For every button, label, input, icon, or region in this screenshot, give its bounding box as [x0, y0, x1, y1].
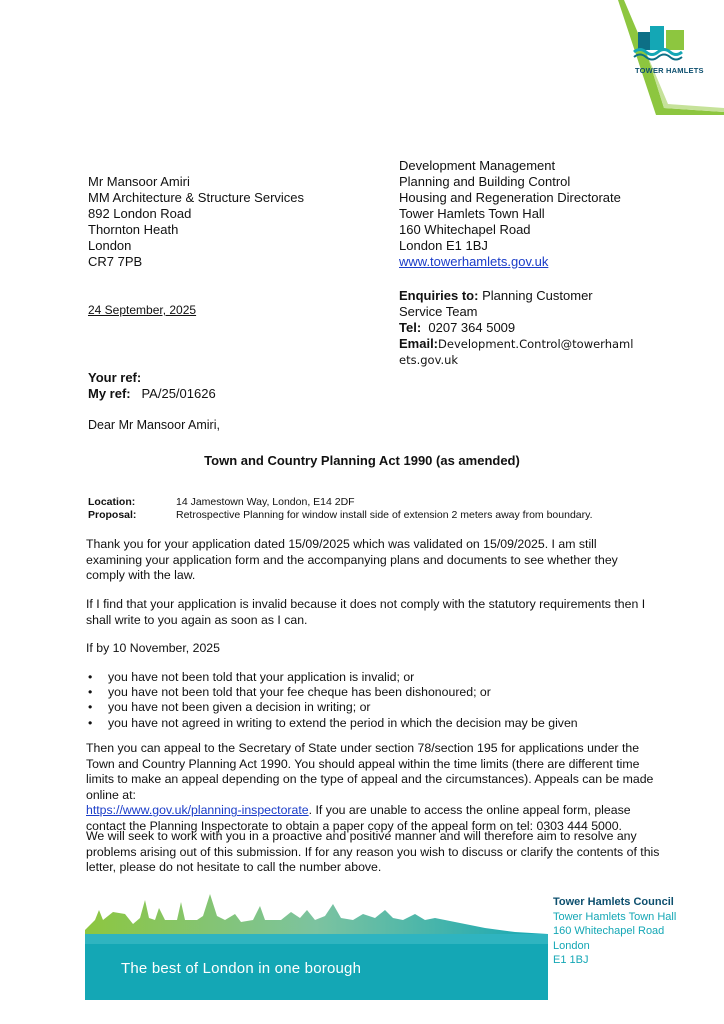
letter-date: 24 September, 2025: [88, 303, 197, 317]
recipient-address: [88, 174, 348, 270]
recipient-line: MM Architecture & Structure Services: [88, 190, 305, 205]
paragraph-4: [86, 741, 661, 835]
proposal-value: Retrospective Planning for window install side of extension 2 meters away from boundary.: [176, 509, 593, 521]
email-value: Development.Control@towerhaml: [438, 337, 634, 351]
sender-line: 160 Whitechapel Road: [399, 222, 531, 237]
location-row: [88, 496, 355, 509]
footer-banner: [85, 890, 548, 1000]
your-ref-label: Your ref:: [88, 370, 142, 385]
paragraph-5: We will seek to work with you in a proactive and positive manner and will therefore aim to resolve any problems arising out of this submission. If for any reason you wish to discuss or clarify the contents of this letter, please do not hesitate to call the number above.: [86, 829, 660, 875]
footer-address-line: 160 Whitechapel Road: [553, 925, 665, 937]
footer-address-line: London: [553, 939, 590, 952]
sender-line: Tower Hamlets Town Hall: [399, 206, 545, 221]
list-item: • you have not agreed in writing to extend the period in which the decision may be given: [86, 716, 666, 731]
planning-inspectorate-link[interactable]: https://www.gov.uk/planning-inspectorate: [86, 803, 309, 818]
footer-address: [553, 895, 723, 968]
enquiries-label: Enquiries to:: [399, 288, 479, 303]
salutation: Dear Mr Mansoor Amiri,: [88, 418, 220, 432]
references: [88, 370, 216, 402]
my-ref-value: PA/25/01626: [141, 386, 216, 401]
tower-hamlets-logo-graphic: [560, 0, 724, 115]
recipient-line: Thornton Heath: [88, 222, 179, 237]
bullet-list: [86, 670, 666, 731]
list-item: • you have not been given a decision in writing; or: [86, 700, 666, 715]
tel-label: Tel:: [399, 320, 422, 335]
enquiries-block: [399, 288, 649, 368]
enquiries-value-2: Service Team: [399, 304, 478, 319]
sender-line: Planning and Building Control: [399, 174, 571, 189]
my-ref-label: My ref:: [88, 386, 131, 401]
email-value-2: ets.gov.uk: [399, 353, 459, 367]
recipient-line: London: [88, 238, 132, 253]
sender-line: London E1 1BJ: [399, 238, 488, 253]
skyline-graphic: [85, 890, 548, 1000]
paragraph-4-text: Then you can appeal to the Secretary of State under section 78/section 195 for applications under the Town and Country Planning Act 1990. You should appeal within the time limits (there are different time limits to make an appeal depending on the type of appeal and the circumstances). Appeals can be made online at:: [86, 741, 654, 802]
corner-logo: [560, 0, 724, 115]
email-label: Email:: [399, 336, 439, 351]
recipient-line: Mr Mansoor Amiri: [88, 174, 190, 189]
location-value: 14 Jamestown Way, London, E14 2DF: [176, 496, 355, 508]
proposal-row: [88, 509, 593, 522]
tel-value: 0207 364 5009: [428, 320, 516, 335]
sender-line: Housing and Regeneration Directorate: [399, 190, 621, 205]
paragraph-1: Thank you for your application dated 15/09/2025 which was validated on 15/09/2025. I am still examining your application form and the accompanying plans and documents to see whether they comply with the law.: [86, 537, 618, 583]
logo-text: TOWER HAMLETS: [635, 66, 704, 75]
footer-address-line: E1 1BJ: [553, 954, 589, 966]
list-item: • you have not been told that your fee cheque has been dishonoured; or: [86, 685, 666, 700]
proposal-label: Proposal:: [88, 509, 137, 521]
website-link[interactable]: www.towerhamlets.gov.uk: [399, 254, 549, 269]
banner-text: The best of London in one borough: [121, 960, 362, 977]
footer-address-line: Tower Hamlets Town Hall: [553, 910, 677, 923]
letter-heading: Town and Country Planning Act 1990 (as amended): [204, 453, 520, 468]
recipient-line: 892 London Road: [88, 206, 192, 221]
paragraph-2: If I find that your application is invalid because it does not comply with the statutory requirements then I shall write to you again as soon as I can.: [86, 597, 646, 627]
list-item: • you have not been told that your application is invalid; or: [86, 670, 666, 685]
paragraph-4-text-after: . If you are unable to access the online appeal form, please contact the Planning Inspectorate to obtain a paper copy of the appeal form on tel: 0303 444 5000.: [86, 803, 631, 833]
sender-address: [399, 158, 659, 270]
sender-line: Development Management: [399, 158, 556, 173]
paragraph-3: If by 10 November, 2025: [86, 641, 220, 655]
recipient-line: CR7 7PB: [88, 254, 143, 269]
council-name: Tower Hamlets Council: [553, 896, 674, 908]
location-label: Location:: [88, 496, 136, 508]
enquiries-value: Planning Customer: [482, 288, 593, 303]
